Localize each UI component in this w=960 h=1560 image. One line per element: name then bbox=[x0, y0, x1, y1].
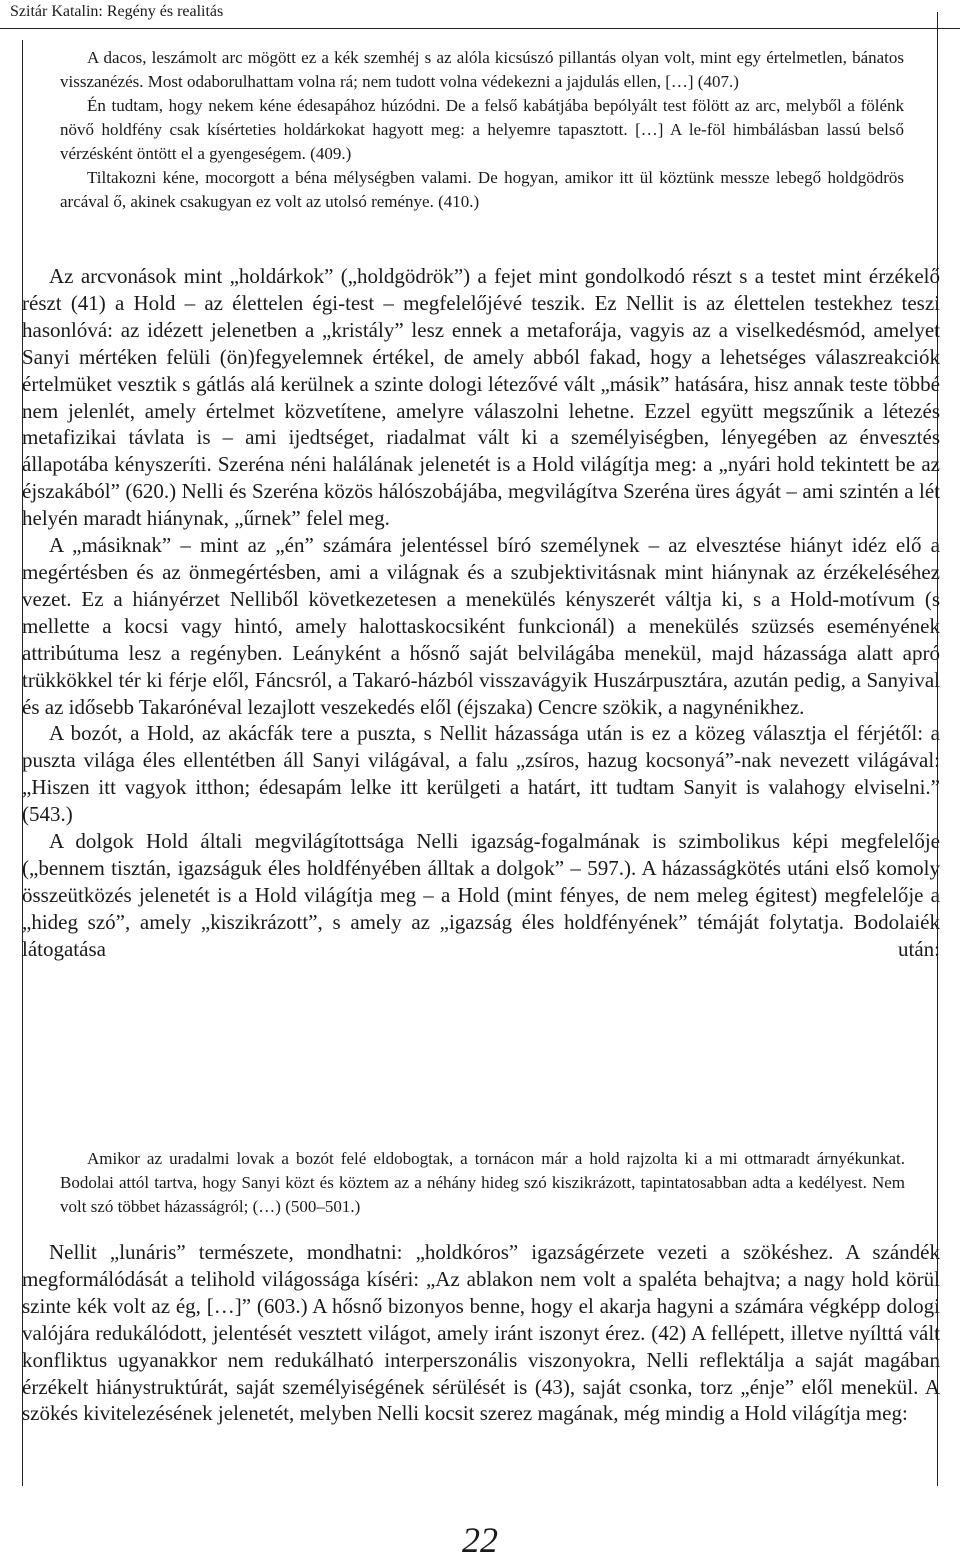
body-paragraph-2: A „másiknak” – mint az „én” számára jelentéssel bíró személynek – az elvesztése hiányt idéz elő a megértésben és az önmegértésben, ami a világnak és a szubjektivitásnak mint hiánynak az érzékeléséhez vezet. Ez a hiányérzet Nelliből következetesen a menekülés kényszerét váltja ki, s a Hold-motívum (s mellette a kocsi vagy hintó, amely halottaskocsiként funkcionál) a menekülés szüzsés eseményének attribútuma lesz a regényben. Leányként a hősnő saját belvilágába menekül, majd házassága alatt apró trükkökkel tér ki férje elől, Fáncsról, a Takaró-házból visszavágyik Huszárpusztára, azután pedig, a Sanyival és az idősebb Takarónéval lezajlott veszekedés elől (éjszaka) Cencre szökik, a nagynénikhez. bbox=[22, 533, 940, 719]
quote-bottom-paragraph: Amikor az uradalmi lovak a bozót felé eldobogtak, a tornácon már a hold rajzolta ki a mi ottmaradt árnyékunkat. Bodolai attól tartva, hogy Sanyi közt és köztem az a néhány hideg szó kiszikrázott, tapintatosabban adta a kedélyest. Nem volt szó többet házasságról; (…) (500–501.) bbox=[60, 1149, 905, 1216]
body-text-b bbox=[22, 1239, 940, 1427]
body-paragraph-3: A bozót, a Hold, az akácfák tere a puszta, s Nellit házassága után is ez a közeg választja el férjétől: a puszta világa éles ellentétben áll Sanyi világával, a falu „zsíros, hazug kocsonyá”-nak nevezett világával: „Hiszen itt vagyok itthon; édesapám lelke itt kerülgeti a határt, itt tudtam Sanyit is valahogy elviselni.” (543.) bbox=[22, 721, 940, 827]
header-rule bbox=[0, 28, 960, 29]
running-header: Szitár Katalin: Regény és realitás bbox=[10, 3, 224, 20]
body-paragraph-5: Nellit „lunáris” természete, mondhatni: „holdkóros” igazságérzete vezeti a szökéshez. A szándék megformálódását a telihold világossága kíséri: „Az ablakon nem volt a spaléta behajtva; a nagy hold körül szinte kék volt az ég, […]” (603.) A hősnő bizonyos benne, hogy el akarja hagyni a számára végképp dologi valójára redukálódott, jelentését vesztett világot, amely iránt iszonyt érez. (42) A fellépett, illetve nyílttá vált konfliktus ugyanakkor nem redukálható interperszonális viszonyokra, Nelli reflektálja a saját magában érzékelt hiánystruktúrát, saját személyiségének sérülését is (43), saját csonka, torz „énje” elől menekül. A szökés kivitelezésének jelenetét, melyben Nelli kocsit szerez magának, még mindig a Hold világítja meg: bbox=[22, 1240, 940, 1426]
body-text-a bbox=[22, 263, 940, 963]
quote-top-paragraph-3: Tiltakozni kéne, mocorgott a béna mélységben valami. De hogyan, amikor itt ül köztünk messze lebegő holdgödrös arcával ő, akinek csakugyan ez volt az utolsó reménye. (410.) bbox=[60, 168, 904, 211]
body-paragraph-4: A dolgok Hold általi megvilágítottsága Nelli igazság-fogalmának is szimbolikus képi megfelelője („bennem tisztán, igazságuk éles holdfényében álltak a dolgok” – 597.). A házasságkötés utáni első komoly összeütközés jelenetét is a Hold világítja meg – a Hold (mint fényes, de nem meleg égitest) megfelelője a „hideg szó”, amely „kiszikrázott”, s amely az „igazság éles holdfényének” témáját folytatja. Bodolaiék látogatása után: bbox=[22, 829, 940, 961]
quote-bottom bbox=[60, 1147, 905, 1219]
body-paragraph-1: Az arcvonások mint „holdárkok” („holdgödrök”) a fejet mint gondolkodó részt s a testet mint érzékelő részt (41) a Hold – az élettelen égi-test – megfelelőjévé teszik. Ez Nellit is az élettelen testekhez teszi hasonlóvá: az idézett jelenetben a „kristály” lesz ennek a metaforája, vagyis az a viselkedésmód, amelyet Sanyi mértéken felüli (ön)fegyelemnek értékel, de amely abból fakad, hogy a lehetséges válaszreakciók értelmüket vesztik s gátlás alá kerülnek a szinte dologi létezővé vált „másik” hatására, hisz annak teste többé nem jelenlét, amely értelmet közvetítene, amelyre válaszolni lehetne. Ezzel együtt megszűnik a létezés metafizikai távlata is – ami ijedtséget, riadalmat vált ki a személyiségben, lényegében az énvesztés állapotába kényszeríti. Szeréna néni halálának jelenetét is a Hold világítja meg: a „nyári hold tekintett be az éjszakából” (620.) Nelli és Szeréna közös hálószobájába, megvilágítva Szeréna üres ágyát – ami szintén a lét helyén maradt hiánynak, „űrnek” felel meg. bbox=[22, 264, 940, 531]
quote-top bbox=[60, 46, 904, 214]
quote-top-paragraph-2: Én tudtam, hogy nekem kéne édesapához húzódni. De a felső kabátjába bepólyált test fölött az arc, melyből a fölénk növő holdfény csak kísérteties holdárkokat hagyott meg: a helyemre tapasztott. […] A le-föl himbálásban lassú belső vérzésként öntött el a gyengeségem. (409.) bbox=[60, 96, 904, 163]
quote-top-paragraph-1: A dacos, leszámolt arc mögött ez a kék szemhéj s az alóla kicsúszó pillantás olyan volt, mint egy értelmetlen, bánatos visszanézés. Most odaborulhattam volna rá; nem tudott volna védekezni a jajdulás ellen, […] (407.) bbox=[60, 48, 904, 91]
page-number: 22 bbox=[462, 1520, 498, 1560]
